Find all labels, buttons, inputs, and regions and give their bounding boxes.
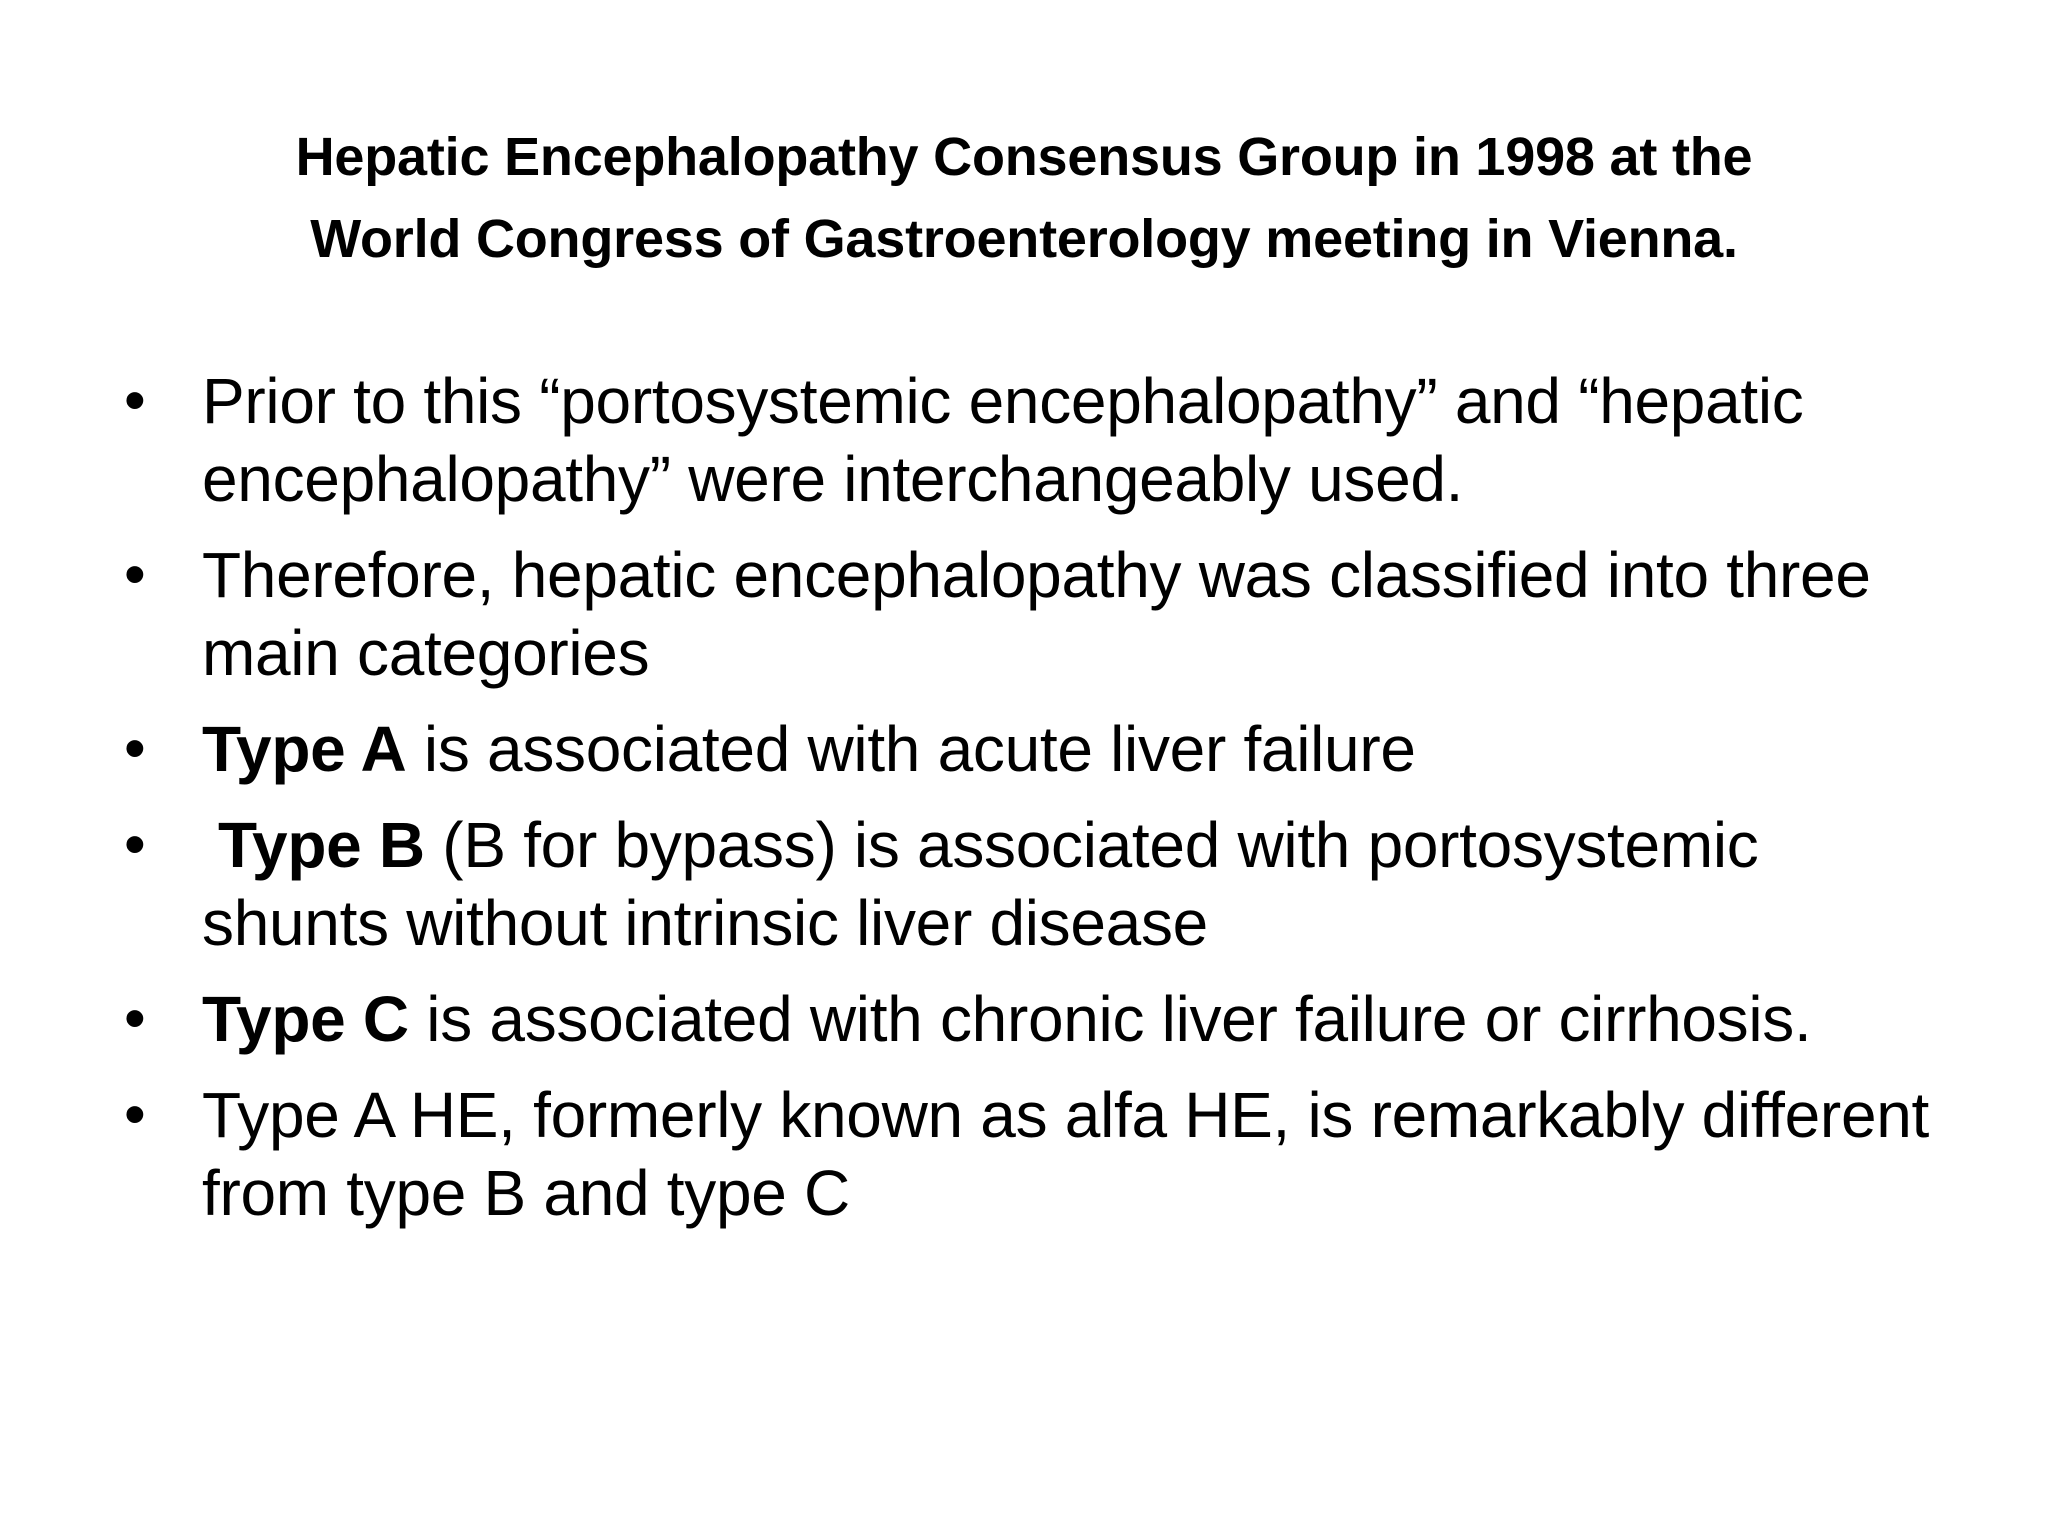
bullet-text-content: is associated with chronic liver failure or cirrhosis. xyxy=(408,983,1812,1055)
bullet-text xyxy=(202,362,1950,518)
bullet-item-3 xyxy=(120,710,1950,788)
bullet-dot-icon: • xyxy=(124,984,146,1053)
bullet-bold-term: Type A xyxy=(202,713,407,785)
bullet-list xyxy=(120,362,1950,1250)
bullet-bold-term: Type C xyxy=(202,983,409,1055)
bullet-item-5 xyxy=(120,980,1950,1058)
slide-title-line-1: Hepatic Encephalopathy Consensus Group in 1998 at the xyxy=(295,127,1753,187)
bullet-item-4 xyxy=(120,806,1950,962)
bullet-dot-icon: • xyxy=(124,810,146,879)
bullet-item-1 xyxy=(120,362,1950,518)
bullet-text-content: Type A HE, formerly known as alfa HE, is remarkably different from type B and type C xyxy=(202,1079,1930,1229)
bullet-text xyxy=(202,1076,1950,1232)
bullet-text xyxy=(202,980,1950,1058)
bullet-text-content: Prior to this “portosystemic encephalopathy” and “hepatic encephalopathy” were interchangeably used. xyxy=(202,365,1804,515)
bullet-text-content: (B for bypass) is associated with portosystemic shunts without intrinsic liver disease xyxy=(202,809,1759,959)
bullet-bold-term: Type B xyxy=(218,809,425,881)
bullet-item-2 xyxy=(120,536,1950,692)
bullet-item-6 xyxy=(120,1076,1950,1232)
bullet-text-content: is associated with acute liver failure xyxy=(406,713,1416,785)
bullet-dot-icon: • xyxy=(124,366,146,435)
bullet-dot-icon: • xyxy=(124,1080,146,1149)
bullet-text xyxy=(202,536,1950,692)
bullet-text xyxy=(202,710,1950,788)
slide-title-line-2: World Congress of Gastroenterology meeting in Vienna. xyxy=(310,209,1738,269)
bullet-text xyxy=(202,806,1950,962)
slide-title xyxy=(160,116,1888,280)
bullet-text-content: Therefore, hepatic encephalopathy was classified into three main categories xyxy=(202,539,1871,689)
bullet-dot-icon: • xyxy=(124,714,146,783)
bullet-dot-icon: • xyxy=(124,540,146,609)
